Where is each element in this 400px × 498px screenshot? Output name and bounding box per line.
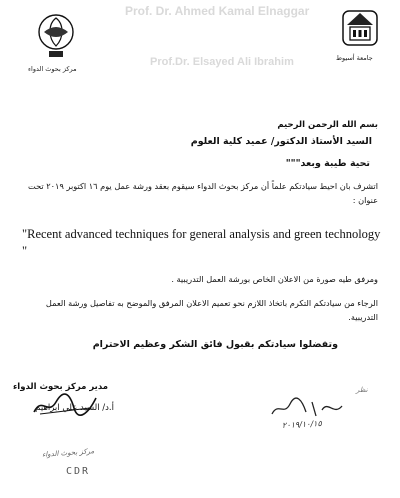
handwritten-date: ٢٠١٩/١٠/١٥ <box>281 418 322 431</box>
recipient-line: السيد الأستاذ الدكتور/ عميد كلية العلوم <box>190 136 372 147</box>
letterhead-watermark-1: Prof. Dr. Ahmed Kamal Elnaggar <box>125 4 310 18</box>
drug-center-caption: مركز بحوث الدواء <box>28 65 77 73</box>
handwritten-stamp-text: مركز بحوث الدواء <box>41 447 95 459</box>
signature-title: مدير مركز بحوث الدواء <box>12 382 108 392</box>
letterhead-watermark-2: Prof.Dr. Elsayed Ali Ibrahim <box>150 56 294 68</box>
greeting: تحية طيبة وبعد""" <box>285 158 370 169</box>
signatory-name: أ.د/ السيد علي ابراهيم <box>35 403 114 413</box>
handwritten-note: نظر <box>356 386 368 394</box>
request-paragraph: الرجاء من سيادتكم التكرم باتخاذ اللازم نحو تعميم الاعلان المرفق والموضح به تفاصيل ورشة العمل التدريبية. <box>45 298 378 322</box>
bismillah: بسم الله الرحمن الرحيم <box>277 120 378 130</box>
workshop-title: "Recent advanced techniques for general analysis and green technology " <box>22 227 381 258</box>
university-caption: جامعة أسيوط <box>336 54 373 62</box>
closing-line: وتفضلوا سيادتكم بقبول فائق الشكر وعظيم الاحترام <box>92 339 338 350</box>
handwritten-cdr: CDR <box>66 466 91 477</box>
attachment-paragraph: ومرفق طيه صورة من الاعلان الخاص بورشة العمل التدريبية . <box>171 274 378 284</box>
announcement-paragraph: اتشرف بان احيط سيادتكم علماً أن مركز بحوث الدواء سيقوم بعقد ورشة عمل يوم ١٦ اكتوبر ٢٠١٩ تحت عنوان : <box>28 181 378 205</box>
assiut-university-logo <box>340 8 380 48</box>
drug-research-center-logo <box>34 12 78 60</box>
